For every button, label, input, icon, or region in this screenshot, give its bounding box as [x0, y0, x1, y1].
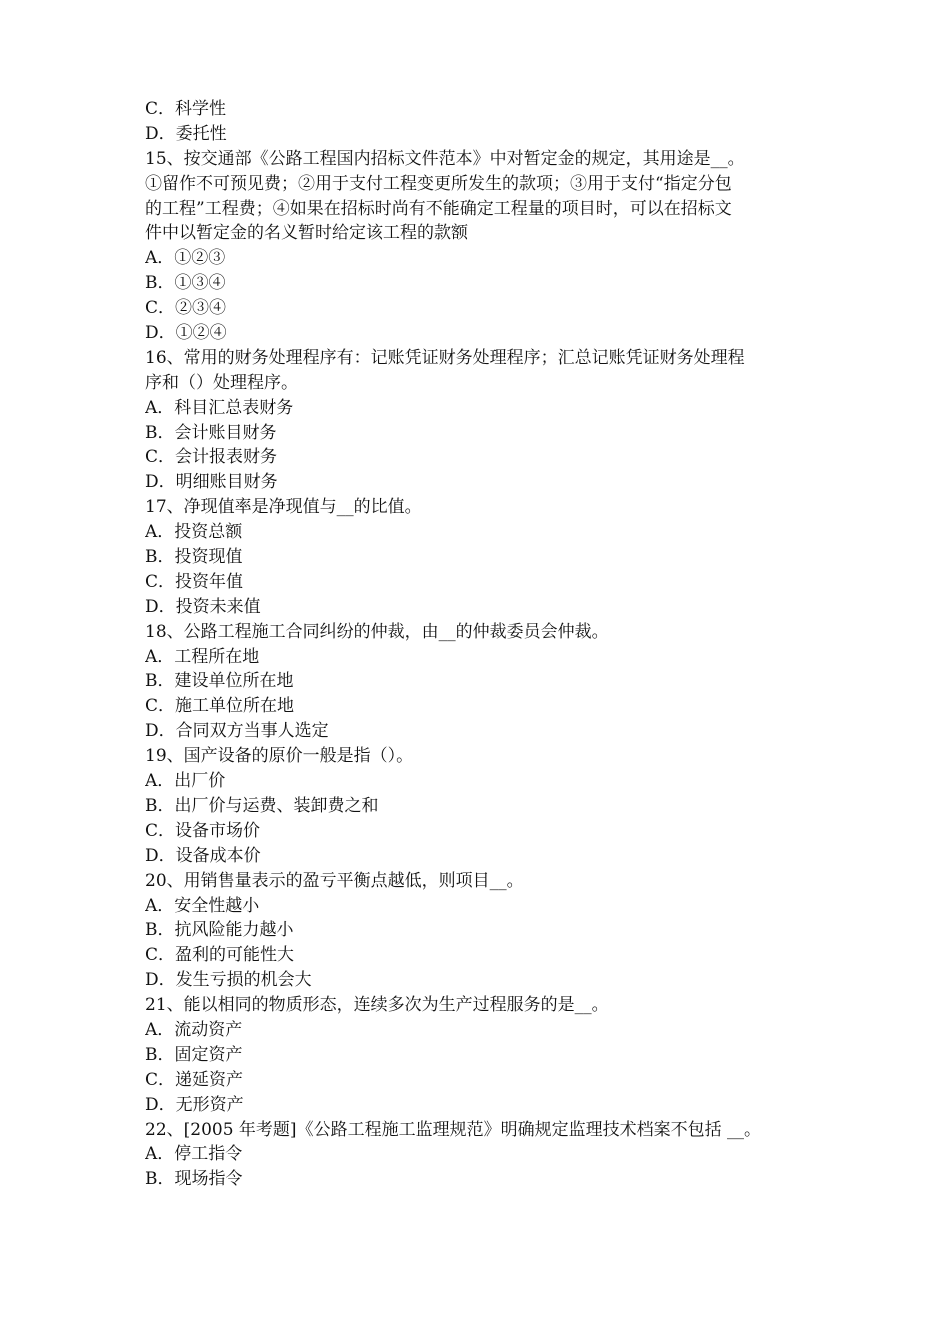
- question-text-line: 21、能以相同的物质形态，连续多次为生产过程服务的是__。: [145, 995, 609, 1016]
- answer-option-line: A．停工指令: [145, 1144, 243, 1165]
- question-text-line: 19、国产设备的原价一般是指（）。: [145, 746, 414, 767]
- answer-option-line: B．固定资产: [145, 1044, 243, 1065]
- question-text-line: 的工程”工程费；④如果在招标时尚有不能确定工程量的项目时，可以在招标文: [145, 198, 732, 219]
- question-text-line: 20、用销售量表示的盈亏平衡点越低，则项目__。: [145, 870, 524, 891]
- answer-option-line: C．递延资产: [145, 1069, 244, 1090]
- question-text-line: 18、公路工程施工合同纠纷的仲裁，由__的仲裁委员会仲裁。: [145, 621, 609, 642]
- answer-option-line: B．投资现值: [145, 547, 243, 568]
- answer-option-line: A．工程所在地: [145, 646, 260, 667]
- answer-option-line: A．科目汇总表财务: [145, 397, 294, 418]
- answer-option-line: A．出厂价: [145, 771, 226, 792]
- question-text-line: 15、按交通部《公路工程国内招标文件范本》中对暂定金的规定，其用途是__。: [145, 148, 745, 169]
- answer-option-line: A．安全性越小: [145, 895, 260, 916]
- answer-option-line: C．施工单位所在地: [145, 696, 295, 717]
- answer-option-line: C．②③④: [145, 298, 227, 319]
- question-text-line: 序和（）处理程序。: [145, 372, 298, 393]
- answer-option-line: D．合同双方当事人选定: [145, 721, 329, 742]
- question-text-line: 件中以暂定金的名义暂时给定该工程的款额: [145, 223, 468, 244]
- answer-option-line: D．设备成本价: [145, 845, 261, 866]
- document-page: [145, 97, 813, 1192]
- answer-option-line: D．①②④: [145, 323, 227, 344]
- answer-option-line: D．委托性: [145, 123, 227, 144]
- answer-option-line: B．现场指令: [145, 1169, 243, 1190]
- answer-option-line: B．出厂价与运费、装卸费之和: [145, 795, 379, 816]
- question-text-line: ①留作不可预见费；②用于支付工程变更所发生的款项；③用于支付“指定分包: [145, 173, 732, 194]
- answer-option-line: D．发生亏损的机会大: [145, 970, 312, 991]
- question-text-line: 22、[2005 年考题]《公路工程施工监理规范》明确规定监理技术档案不包括 __。: [145, 1119, 761, 1140]
- answer-option-line: D．无形资产: [145, 1094, 244, 1115]
- answer-option-line: D．投资未来值: [145, 596, 261, 617]
- answer-option-line: C．盈利的可能性大: [145, 945, 295, 966]
- answer-option-line: A．①②③: [145, 248, 226, 269]
- answer-option-line: B．会计账目财务: [145, 422, 277, 443]
- question-text-line: 16、常用的财务处理程序有：记账凭证财务处理程序；汇总记账凭证财务处理程: [145, 347, 745, 368]
- answer-option-line: B．①③④: [145, 273, 226, 294]
- answer-option-line: A．投资总额: [145, 522, 243, 543]
- answer-option-line: C．设备市场价: [145, 820, 261, 841]
- answer-option-line: C．科学性: [145, 99, 227, 119]
- question-text-line: 17、净现值率是净现值与__的比值。: [145, 497, 422, 518]
- answer-option-line: B．抗风险能力越小: [145, 920, 294, 941]
- answer-option-line: C．投资年值: [145, 571, 244, 592]
- answer-option-line: C．会计报表财务: [145, 447, 278, 468]
- answer-option-line: B．建设单位所在地: [145, 671, 294, 692]
- answer-option-line: D．明细账目财务: [145, 472, 278, 493]
- answer-option-line: A．流动资产: [145, 1019, 243, 1040]
